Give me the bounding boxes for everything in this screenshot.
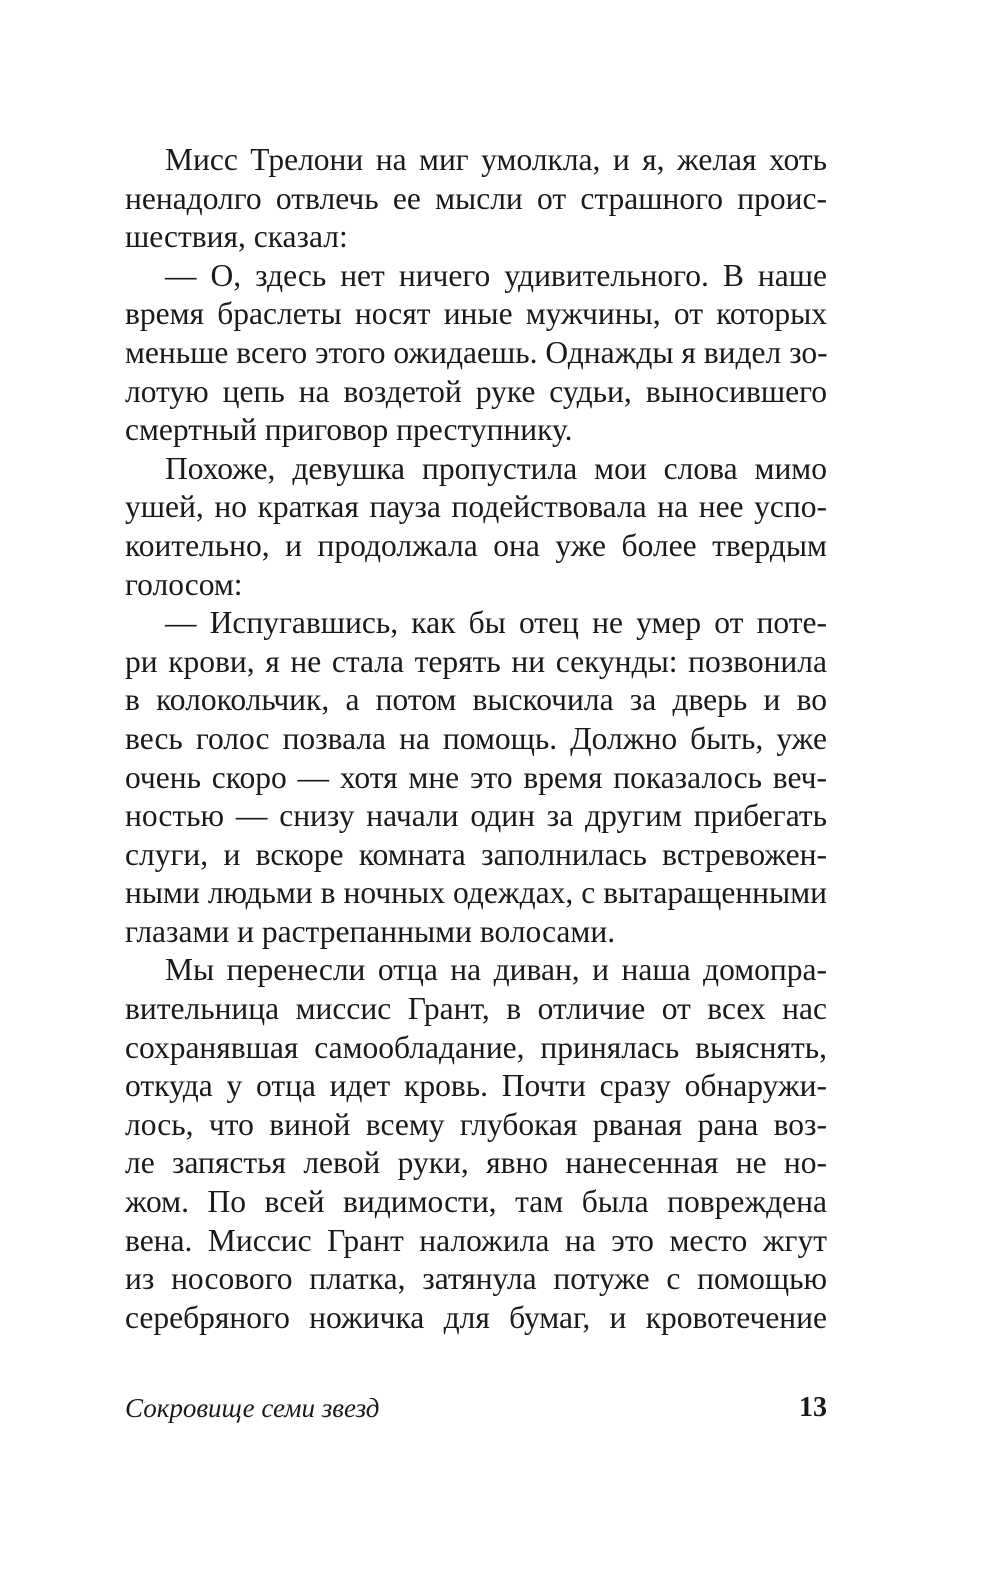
text-line: в колокольчик, а потом выскочила за дверь и во [125, 682, 827, 718]
text-line: меньше всего этого ожидаешь. Однажды я видел зо- [125, 334, 828, 370]
text-line: смертный приговор преступнику. [125, 412, 573, 448]
text-line: шествия, сказал: [125, 219, 348, 255]
text-line: лотую цепь на воздетой руке судьи, выносившего [125, 373, 827, 409]
text-line: глазами и растрепанными волосами. [125, 913, 616, 949]
paragraph-1 [125, 141, 827, 257]
text-line: вена. Миссис Грант наложила на это место жгут [125, 1222, 827, 1258]
text-line: голосом: [125, 566, 243, 602]
text-line: очень скоро — хотя мне это время показалось веч- [125, 759, 827, 795]
page-footer [125, 1388, 827, 1428]
text-line: сохранявшая самообладание, принялась выяснять, [125, 1029, 827, 1065]
page-number: 13 [799, 1392, 827, 1423]
text-line: Мы перенесли отца на диван, и наша домопра- [165, 952, 827, 988]
paragraph-4 [125, 604, 827, 951]
text-line: Похоже, девушка пропустила мои слова мимо [165, 450, 827, 486]
text-line: Мисс Трелони на миг умолкла, и я, желая хоть [165, 142, 827, 177]
text-line: весь голос позвала на помощь. Должно быть, уже [125, 720, 827, 756]
text-line: из носового платка, затянула потуже с помощью [125, 1261, 827, 1297]
paragraph-3 [125, 450, 827, 604]
text-line: ностью — снизу начали один за другим прибегать [125, 798, 827, 834]
text-line: — Испугавшись, как бы отец не умер от поте- [165, 605, 827, 641]
text-line: ушей, но краткая пауза подействовала на нее успо- [125, 489, 827, 525]
text-line: вительница миссис Грант, в отличие от всех нас [125, 991, 827, 1027]
text-line: откуда у отца идет кровь. Почти сразу обнаружи- [125, 1068, 827, 1104]
text-line: слуги, и вскоре комната заполнилась встревожен- [125, 836, 827, 872]
text-line: ле запястья левой руки, явно нанесенная не но- [125, 1145, 827, 1181]
text-line: — О, здесь нет ничего удивительного. В наше [165, 257, 827, 293]
text-line: серебряного ножичка для бумаг, и кровотечение [125, 1299, 827, 1335]
text-line: коительно, и продолжала она уже более твердым [125, 527, 827, 563]
text-line: ненадолго отвлечь ее мысли от страшного проис- [125, 180, 827, 216]
text-line: лось, что виной всему глубокая рваная рана воз- [125, 1106, 827, 1142]
paragraph-2 [125, 257, 827, 450]
text-line: ными людьми в ночных одеждах, с вытаращенными [125, 875, 827, 911]
text-line: ри крови, я не стала терять ни секунды: позвонила [125, 643, 827, 679]
text-line: время браслеты носят иные мужчины, от которых [125, 296, 827, 332]
running-footer-book-title: Сокровище семи звезд [125, 1393, 380, 1423]
text-line: жом. По всей видимости, там была повреждена [125, 1184, 827, 1220]
paragraph-5 [125, 951, 827, 1337]
page-body-text [125, 141, 827, 1337]
